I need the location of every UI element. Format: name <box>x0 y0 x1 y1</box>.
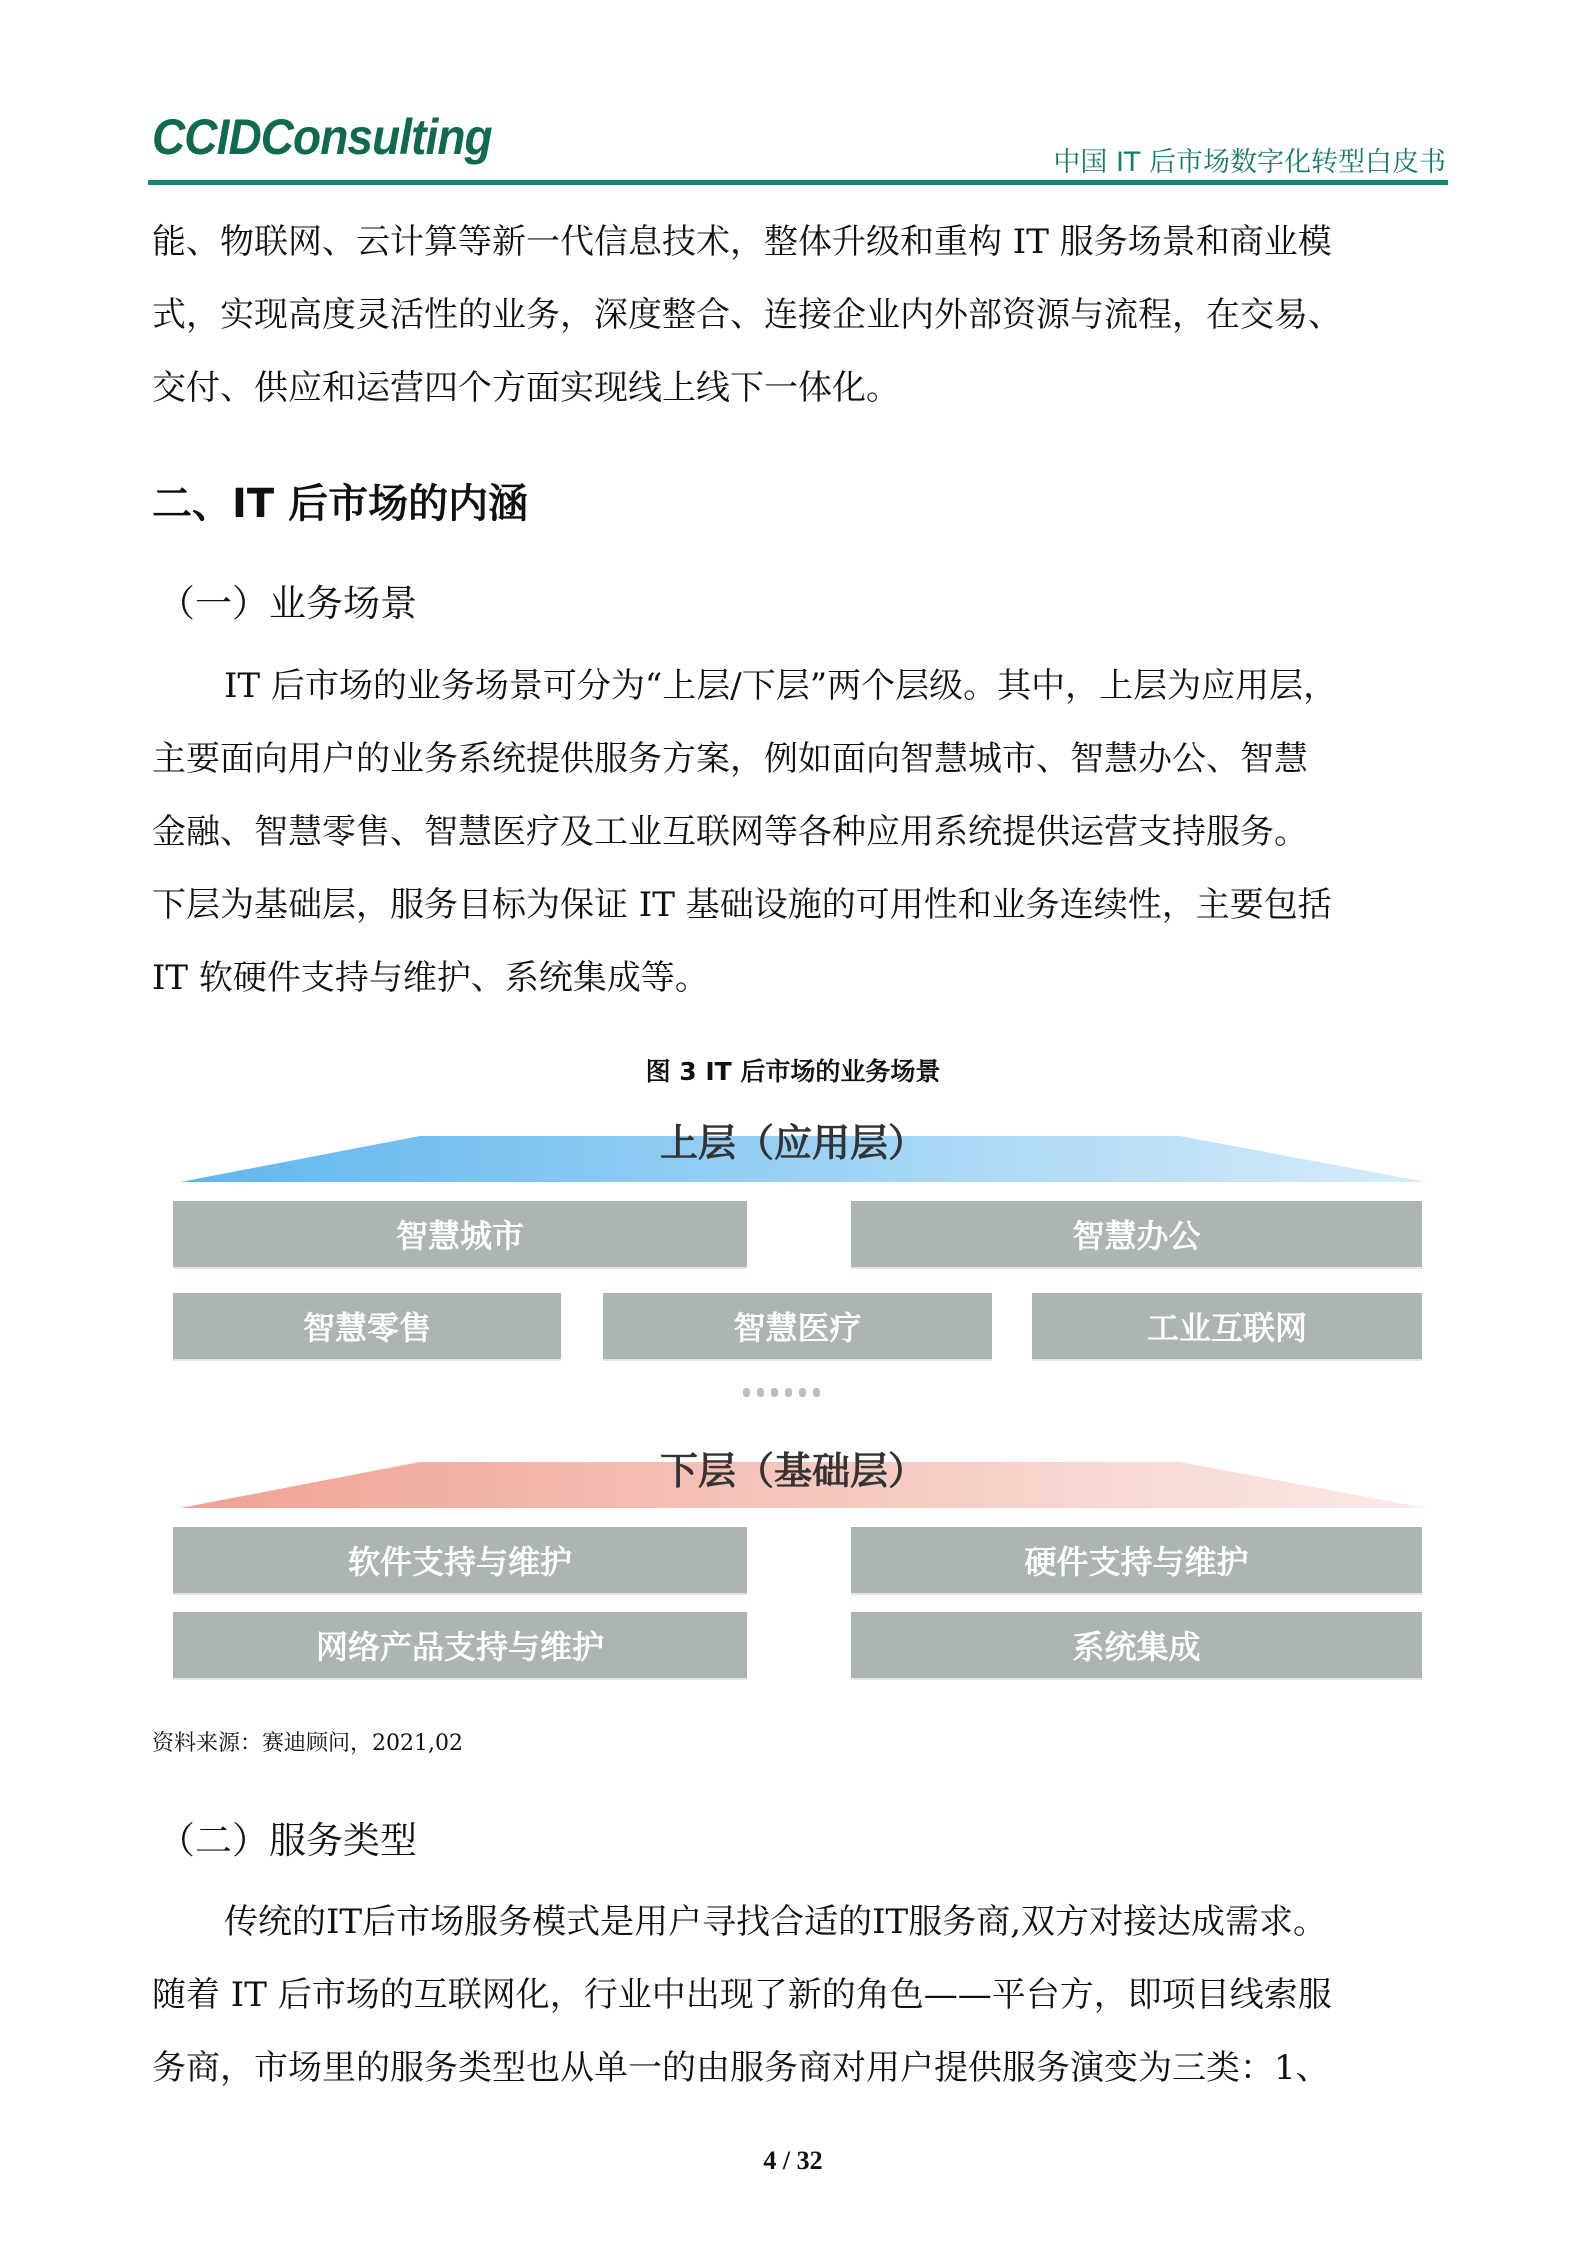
subsection-heading-service-types: （二）服务类型 <box>158 1819 417 1862</box>
service-types-paragraph <box>152 1886 1444 2105</box>
document-title: 中国 IT 后市场数字化转型白皮书 <box>1053 147 1446 178</box>
paragraph-line: 务商，市场里的服务类型也从单一的由服务商对用户提供服务演变为三类：1、 <box>152 2048 1330 2088</box>
upper-box-smart-office: 智慧办公 <box>851 1201 1422 1267</box>
paragraph-line: 随着 IT 后市场的互联网化，行业中出现了新的角色——平台方，即项目线索服 <box>152 1975 1332 2015</box>
subsection-heading-business-scenarios: （一）业务场景 <box>158 582 417 625</box>
upper-layer-title: 上层（应用层） <box>659 1121 926 1165</box>
business-scenarios-paragraph <box>152 650 1444 1015</box>
paragraph-line: 交付、供应和运营四个方面实现线上线下一体化。 <box>152 368 900 408</box>
ccid-logo: CCIDConsulting <box>152 109 492 165</box>
paragraph-line: IT 后市场的业务场景可分为“上层/下层”两个层级。其中，上层为应用层， <box>224 666 1338 706</box>
upper-box-smart-retail: 智慧零售 <box>173 1293 561 1359</box>
figure-source: 资料来源：赛迪顾问，2021,02 <box>152 1731 463 1756</box>
section-heading: 二、IT 后市场的内涵 <box>152 481 529 527</box>
paragraph-line: 金融、智慧零售、智慧医疗及工业互联网等各种应用系统提供运营支持服务。 <box>152 812 1308 852</box>
paragraph-line: 主要面向用户的业务系统提供服务方案，例如面向智慧城市、智慧办公、智慧 <box>152 739 1308 779</box>
paragraph-line: 下层为基础层，服务目标为保证 IT 基础设施的可用性和业务连续性，主要包括 <box>152 885 1332 925</box>
paragraph-line: 能、物联网、云计算等新一代信息技术，整体升级和重构 IT 服务场景和商业模 <box>152 222 1332 262</box>
ellipsis-dots <box>743 1388 820 1397</box>
upper-box-smart-healthcare: 智慧医疗 <box>603 1293 992 1359</box>
page-number: 4 / 32 <box>763 2146 823 2175</box>
upper-box-industrial-internet: 工业互联网 <box>1032 1293 1422 1359</box>
paragraph-line: 传统的IT后市场服务模式是用户寻找合适的IT服务商,双方对接达成需求。 <box>224 1902 1328 1942</box>
upper-box-smart-city: 智慧城市 <box>173 1201 747 1267</box>
intro-paragraph <box>152 206 1444 425</box>
paragraph-line: IT 软硬件支持与维护、系统集成等。 <box>152 958 709 998</box>
lower-box-network-support: 网络产品支持与维护 <box>173 1612 747 1678</box>
lower-layer-title: 下层（基础层） <box>659 1449 926 1493</box>
figure-caption: 图 3 IT 后市场的业务场景 <box>645 1057 941 1086</box>
lower-box-hardware-support: 硬件支持与维护 <box>851 1527 1422 1593</box>
paragraph-line: 式，实现高度灵活性的业务，深度整合、连接企业内外部资源与流程，在交易、 <box>152 295 1342 335</box>
lower-box-system-integration: 系统集成 <box>851 1612 1422 1678</box>
header-divider <box>148 180 1448 185</box>
lower-box-software-support: 软件支持与维护 <box>173 1527 747 1593</box>
